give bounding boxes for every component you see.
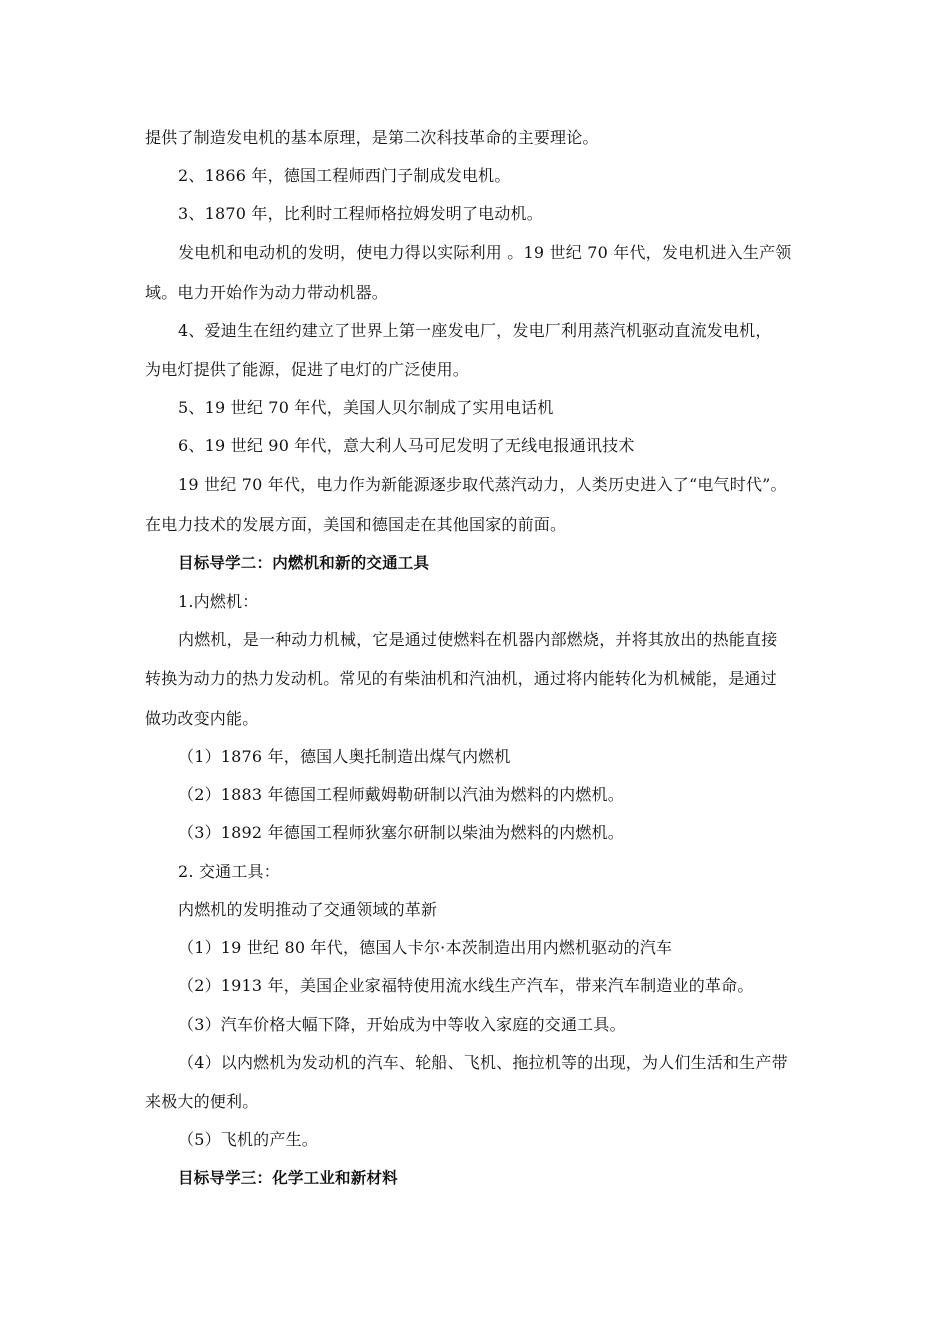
section-heading: 目标导学三：化学工业和新材料: [178, 1169, 398, 1187]
paragraph-line: 域。电力开始作为动力带动机器。: [145, 283, 389, 302]
list-item: （5）飞机的产生。: [178, 1130, 318, 1149]
list-item: 2、1866 年，德国工程师西门子制成发电机。: [178, 166, 511, 185]
list-item: （3）汽车价格大幅下降，开始成为中等收入家庭的交通工具。: [178, 1015, 626, 1034]
list-item: 3、1870 年，比利时工程师格拉姆发明了电动机。: [178, 204, 543, 223]
list-item: （1）19 世纪 80 年代，德国人卡尔·本茨制造出用内燃机驱动的汽车: [178, 938, 673, 957]
list-item: 5、19 世纪 70 年代，美国人贝尔制成了实用电话机: [178, 398, 554, 417]
list-item: （3）1892 年德国工程师狄塞尔研制以柴油为燃料的内燃机。: [178, 823, 624, 842]
list-item: 4、爱迪生在纽约建立了世界上第一座发电厂，发电厂利用蒸汽机驱动直流发电机，: [178, 321, 772, 340]
paragraph-line: 发电机和电动机的发明，使电力得以实际利用 。19 世纪 70 年代，发电机进入生产领: [178, 243, 792, 262]
list-item: （2）1883 年德国工程师戴姆勒研制以汽油为燃料的内燃机。: [178, 785, 624, 804]
list-item: 6、19 世纪 90 年代，意大利人马可尼发明了无线电报通讯技术: [178, 436, 635, 455]
list-item: （1）1876 年，德国人奥托制造出煤气内燃机: [178, 747, 511, 766]
paragraph-line: 转换为动力的热力发动机。常见的有柴油机和汽油机，通过将内能转化为机械能，是通过: [145, 669, 777, 688]
list-item: （2）1913 年，美国企业家福特使用流水线生产汽车，带来汽车制造业的革命。: [178, 976, 754, 995]
subsection-heading: 1.内燃机：: [178, 592, 259, 611]
paragraph-line: 来极大的便利。: [145, 1092, 259, 1111]
paragraph-line: 为电灯提供了能源，促进了电灯的广泛使用。: [145, 360, 470, 379]
paragraph-line: 内燃机的发明推动了交通领域的革新: [178, 900, 438, 919]
list-item: （4）以内燃机为发动机的汽车、轮船、飞机、拖拉机等的出现，为人们生活和生产带: [178, 1053, 788, 1072]
paragraph-line: 提供了制造发电机的基本原理，是第二次科技革命的主要理论。: [145, 128, 599, 147]
paragraph-line: 在电力技术的发展方面，美国和德国走在其他国家的前面。: [145, 515, 567, 534]
subsection-heading: 2. 交通工具：: [178, 862, 280, 881]
paragraph-line: 内燃机，是一种动力机械，它是通过使燃料在机器内部燃烧，并将其放出的热能直接: [178, 630, 778, 649]
paragraph-line: 做功改变内能。: [145, 709, 259, 728]
paragraph-line: 19 世纪 70 年代，电力作为新能源逐步取代蒸汽动力，人类历史进入了“电气时代”。: [178, 475, 787, 494]
section-heading: 目标导学二：内燃机和新的交通工具: [178, 554, 430, 572]
